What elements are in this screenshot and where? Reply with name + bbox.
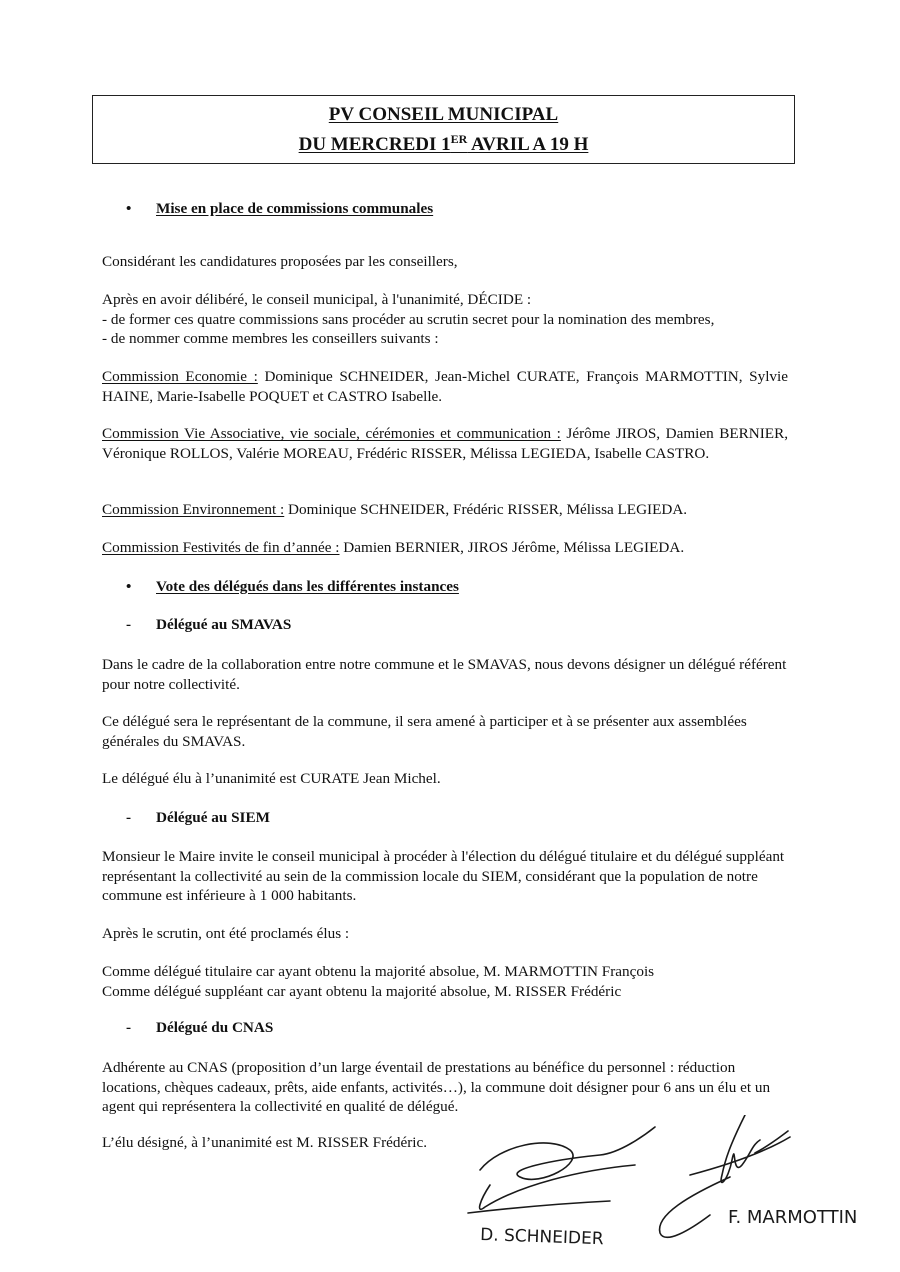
- siem-paragraph-2: Après le scrutin, ont été proclamés élus :: [102, 925, 350, 942]
- section-1-heading: [126, 199, 433, 219]
- commission-vie-associative: [102, 424, 788, 463]
- decision-intro: Après en avoir délibéré, le conseil municipal, à l'unanimité, DÉCIDE :: [102, 291, 532, 308]
- commission-members: Jérôme JIROS, Damien BERNIER, Véronique ROLLOS, Valérie MOREAU, Frédéric RISSER, Mélissa LEGIEDA, Isabelle CASTRO.: [102, 425, 788, 462]
- commission-label: Commission Festivités de fin d’année :: [102, 539, 340, 556]
- decision-item: - de former ces quatre commissions sans procéder au scrutin secret pour la nomination des membres,: [102, 310, 715, 328]
- commission-members: Dominique SCHNEIDER, Jean-Michel CURATE, François MARMOTTIN, Sylvie HAINE, Marie-Isabelle POQUET et CASTRO Isabelle.: [102, 368, 788, 405]
- smavas-paragraph-1: Dans le cadre de la collaboration entre notre commune et le SMAVAS, nous devons désigner un délégué référent pour notre collectivité.: [102, 656, 787, 693]
- commission-label: Commission Vie Associative, vie sociale, cérémonies et communication :: [102, 425, 561, 442]
- dash-marker: -: [126, 809, 132, 826]
- siem-paragraph-1: Monsieur le Maire invite le conseil municipal à procéder à l'élection du délégué titulaire et du délégué suppléant représentant la collectivité au sein de la commission locale du SIEM, considérant que la population de notre commune est inférieure à 1 000 habitants.: [102, 848, 785, 904]
- commission-label: Commission Environnement :: [102, 501, 285, 518]
- signature-2-stroke: [690, 1137, 790, 1175]
- signature-2-stroke: [660, 1177, 730, 1237]
- signature-2-name: F. MARMOTTIN: [728, 1207, 858, 1228]
- commission-festivites: [102, 538, 788, 558]
- commission-environnement: [102, 500, 788, 520]
- section-1-title: Mise en place de commissions communales: [156, 200, 434, 217]
- siem-title: Délégué au SIEM: [156, 809, 270, 826]
- smavas-paragraph-2: Ce délégué sera le représentant de la commune, il sera amené à participer et à se présenter aux assemblées générales du SMAVAS.: [102, 713, 747, 750]
- title-prefix: DU MERCREDI 1: [298, 134, 451, 155]
- decision-item: - de nommer comme membres les conseillers suivants :: [102, 330, 439, 347]
- title-line-1: [93, 100, 794, 130]
- siem-titular: Comme délégué titulaire car ayant obtenu la majorité absolue, M. MARMOTTIN François: [102, 963, 655, 980]
- section-2-title: Vote des délégués dans les différentes instances: [156, 578, 459, 595]
- smavas-heading: [126, 615, 291, 635]
- title-text-1: PV CONSEIL MUNICIPAL: [328, 104, 559, 125]
- siem-substitute: Comme délégué suppléant car ayant obtenu la majorité absolue, M. RISSER Frédéric: [102, 982, 622, 1000]
- cnas-paragraph-2: L’élu désigné, à l’unanimité est M. RISSER Frédéric.: [102, 1134, 428, 1151]
- commission-economie: [102, 367, 788, 406]
- signature-1-stroke: [468, 1201, 610, 1213]
- signature-1-stroke: [480, 1165, 635, 1209]
- bullet-icon: •: [126, 200, 132, 217]
- signatures-image: [460, 1115, 880, 1265]
- commission-label: Commission Economie :: [102, 368, 258, 385]
- decision-block: [102, 290, 788, 349]
- cnas-title: Délégué du CNAS: [156, 1019, 274, 1036]
- signature-2-stroke: [755, 1131, 788, 1153]
- smavas-title: Délégué au SMAVAS: [156, 616, 292, 633]
- dash-marker: -: [126, 1019, 132, 1036]
- signature-2-stroke: [721, 1115, 760, 1182]
- cnas-paragraph-1: Adhérente au CNAS (proposition d’un large éventail de prestations au bénéfice du personnel : réduction locations, chèques cadeaux, prêts, aide enfants, activités…), la commune doit désigner pour 6 ans un élu et un agent qui représentera la collectivité en qualité de délégué.: [102, 1059, 771, 1115]
- siem-elected-block: [102, 962, 788, 1001]
- considering-paragraph: Considérant les candidatures proposées par les conseillers,: [102, 253, 458, 270]
- smavas-paragraph-3: Le délégué élu à l’unanimité est CURATE Jean Michel.: [102, 770, 441, 787]
- commission-members: Dominique SCHNEIDER, Frédéric RISSER, Mélissa LEGIEDA.: [284, 501, 688, 518]
- title-superscript: ER: [450, 132, 468, 146]
- signature-1-name: D. SCHNEIDER: [479, 1225, 604, 1250]
- signature-1-stroke: [480, 1127, 655, 1179]
- title-suffix: AVRIL A 19 H: [467, 134, 589, 155]
- title-line-2: [93, 130, 794, 160]
- title-box: [92, 95, 795, 164]
- bullet-icon: •: [126, 578, 132, 595]
- dash-marker: -: [126, 616, 132, 633]
- commission-members: Damien BERNIER, JIROS Jérôme, Mélissa LEGIEDA.: [339, 539, 685, 556]
- siem-heading: [126, 808, 270, 828]
- cnas-heading: [126, 1018, 273, 1038]
- section-2-heading: [126, 577, 459, 597]
